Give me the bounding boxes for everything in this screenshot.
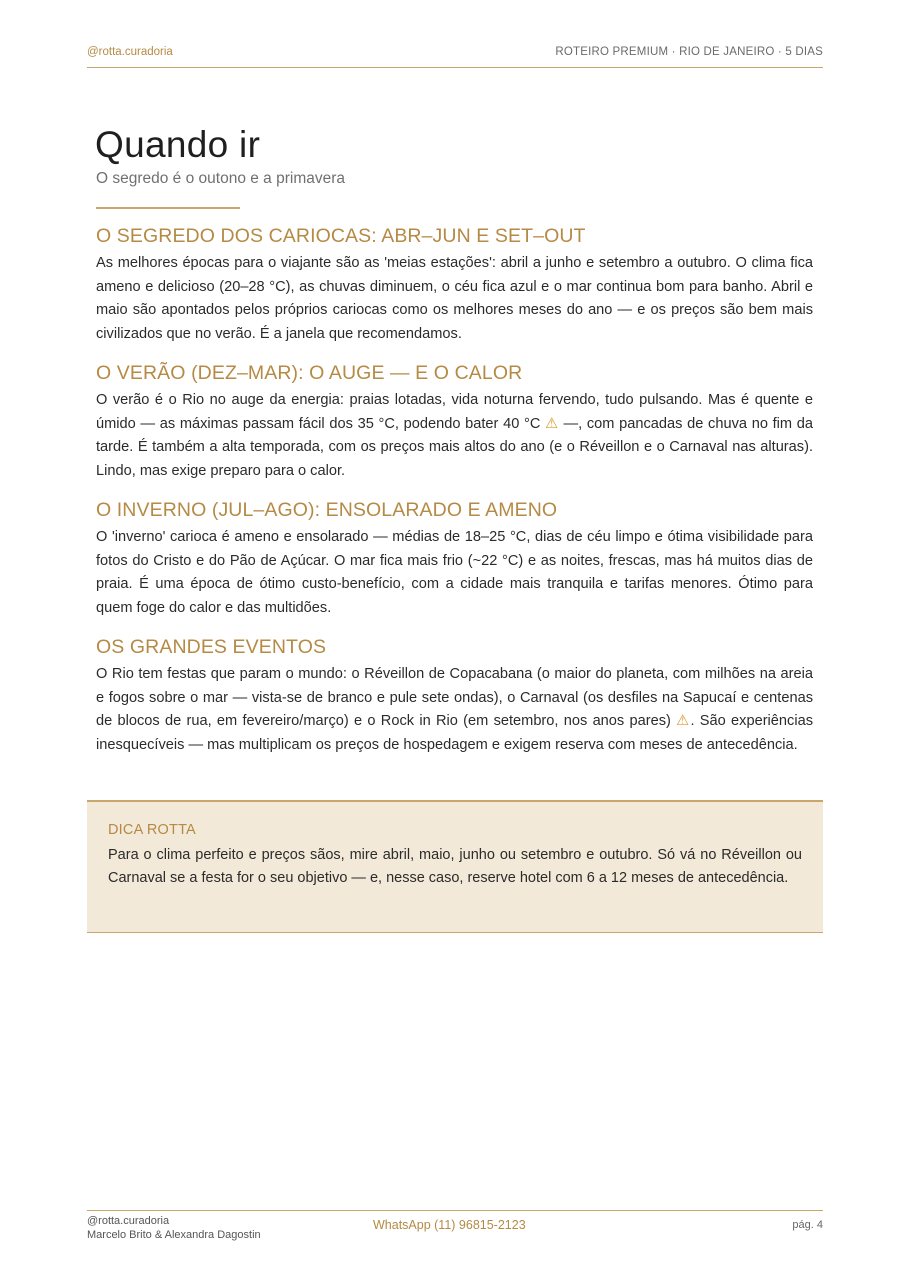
section-body bbox=[96, 663, 813, 757]
section-body-part: O verão é o Rio no auge da energia: praias lotadas, vida noturna fervendo, tudo pulsando. Mas é quente e úmido — as máximas passam fácil dos 35 °C, podendo bater 40 °C bbox=[96, 392, 813, 432]
section-heading: O SEGREDO DOS CARIOCAS: ABR–JUN E SET–OUT bbox=[96, 225, 586, 247]
footer-authors: Marcelo Brito & Alexandra Dagostin bbox=[87, 1229, 261, 1241]
section-heading: O INVERNO (JUL–AGO): ENSOLARADO E AMENO bbox=[96, 499, 558, 521]
section-summer bbox=[96, 362, 813, 483]
section-body: As melhores épocas para o viajante são as 'meias estações': abril a junho e setembro a outubro. O clima fica ameno e delicioso (20–28 °C), as chuvas diminuem, o céu fica azul e o mar continua bom para banho. Abril e maio são apontados pelos próprios cariocas como os melhores meses do ano — e os preços são bem mais civilizados que no verão. É a janela que recomendamos. bbox=[96, 255, 813, 342]
title-divider bbox=[96, 207, 240, 209]
section-body-part: . São experiências inesquecíveis — mas multiplicam os preços de hospedagem e exigem reserva com meses de antecedência. bbox=[96, 713, 813, 753]
section-heading: O VERÃO (DEZ–MAR): O AUGE — E O CALOR bbox=[96, 362, 523, 384]
footer-credits bbox=[87, 1214, 261, 1242]
page-title: Quando ir bbox=[95, 124, 261, 165]
header-doc-label: ROTEIRO PREMIUM · RIO DE JANEIRO · 5 DIAS bbox=[555, 46, 823, 58]
footer-handle: @rotta.curadoria bbox=[87, 1215, 170, 1227]
section-heading: OS GRANDES EVENTOS bbox=[96, 636, 327, 658]
section-body-part: —, com pancadas de chuva no fim da tarde. É também a alta temporada, com os preços mais altos do ano (e o Réveillon e o Carnaval nas alturas). Lindo, mas exige preparo para o calor. bbox=[96, 415, 814, 479]
warning-icon: ⚠ bbox=[676, 713, 691, 729]
tip-title: DICA ROTTA bbox=[108, 822, 196, 838]
section-body-part: O Rio tem festas que param o mundo: o Réveillon de Copacabana (o maior do planeta, com milhões na areia e fogos sobre o mar — vista-se de branco e pule sete ondas), o Carnaval (os desfiles na Sapucaí e centenas de blocos de rua, em fevereiro/março) e o Rock in Rio (em setembro, nos anos pares) bbox=[96, 666, 813, 729]
section-events bbox=[96, 636, 813, 757]
page-header bbox=[87, 46, 823, 68]
tip-box bbox=[87, 800, 823, 933]
warning-icon: ⚠ bbox=[545, 415, 559, 432]
section-best-season bbox=[96, 225, 813, 346]
page-number: pág. 4 bbox=[792, 1219, 823, 1231]
page-footer bbox=[87, 1210, 823, 1251]
page-subtitle: O segredo é o outono e a primavera bbox=[96, 170, 346, 187]
section-body bbox=[96, 389, 813, 483]
footer-contact: WhatsApp (11) 96815-2123 bbox=[373, 1218, 526, 1232]
section-body: O 'inverno' carioca é ameno e ensolarado — médias de 18–25 °C, dias de céu limpo e ótima visibilidade para fotos do Cristo e do Pão de Açúcar. O mar fica mais frio (~22 °C) e as noites, frescas, mas há muitos dias de praia. É uma época de ótimo custo-benefício, com a cidade mais tranquila e tarifas menores. Ótimo para quem foge do calor e das multidões. bbox=[96, 529, 813, 616]
main-content bbox=[96, 225, 813, 773]
header-handle: @rotta.curadoria bbox=[87, 46, 173, 58]
tip-body: Para o clima perfeito e preços sãos, mire abril, maio, junho ou setembro e outubro. Só vá no Réveillon ou Carnaval se a festa for o seu objetivo — e, nesse caso, reserve hotel com 6 a 12 meses de antecedência. bbox=[108, 847, 802, 886]
section-winter bbox=[96, 499, 813, 620]
